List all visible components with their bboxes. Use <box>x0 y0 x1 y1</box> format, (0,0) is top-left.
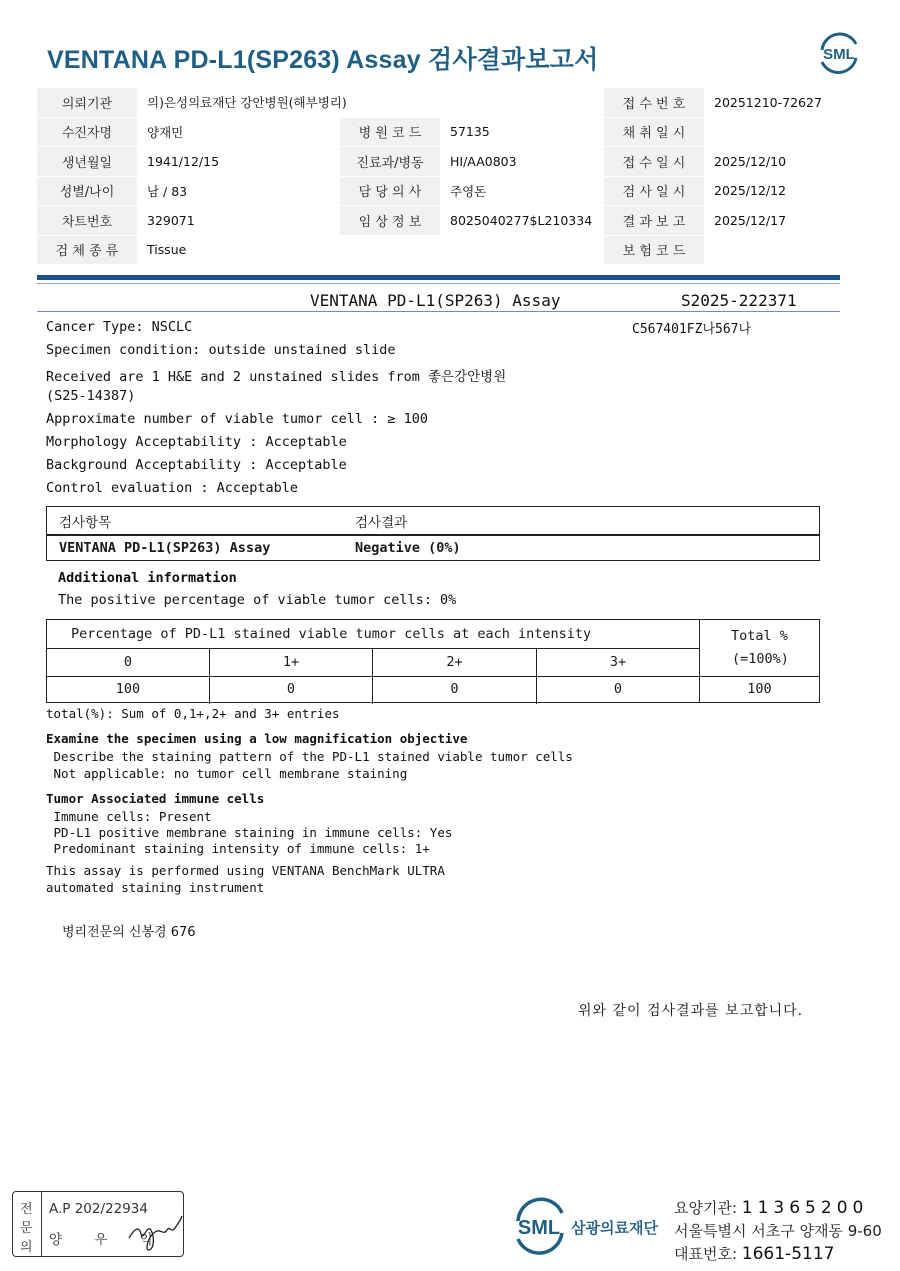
examine-line: Not applicable: no tumor cell membrane staining <box>46 766 408 781</box>
footer-phone-label: 대표번호: <box>674 1245 738 1263</box>
stamp-side-char: 전 <box>20 1202 33 1217</box>
info-value: 57135 <box>440 117 604 147</box>
info-row <box>37 147 863 177</box>
immune-line: Predominant staining intensity of immune cells: 1+ <box>46 841 430 856</box>
examine-line: Describe the staining pattern of the PD-L1 stained viable tumor cells <box>46 749 573 764</box>
info-key: 임 상 정 보 <box>340 206 440 236</box>
info-row <box>37 235 863 265</box>
intensity-level: 2+ <box>446 654 463 670</box>
info-row <box>37 88 863 117</box>
logo-text: SML <box>823 46 855 63</box>
stamp-name: 양 우 익 <box>49 1232 167 1248</box>
additional-text: The positive percentage of viable tumor cells: 0% <box>58 592 457 608</box>
report-line: Morphology Acceptability : Acceptable <box>46 434 347 450</box>
assay-line: automated staining instrument <box>46 880 265 895</box>
handwritten-signature-icon <box>125 1208 185 1252</box>
specialist-stamp <box>12 1191 184 1257</box>
report-heading: VENTANA PD-L1(SP263) Assay <box>310 291 561 310</box>
section-divider <box>37 275 840 280</box>
info-value: 주영돈 <box>440 176 604 206</box>
info-value <box>704 117 863 147</box>
result-value: Negative (0%) <box>355 540 461 556</box>
info-value: 남 / 83 <box>137 176 340 206</box>
info-key: 수진자명 <box>37 117 137 147</box>
footer-code-value: 11365200 <box>741 1198 869 1218</box>
report-line: Received are 1 H&E and 2 unstained slides from 좋은강안병원 <box>46 369 507 385</box>
info-value: 2025/12/12 <box>704 176 863 206</box>
intensity-value: 0 <box>450 681 459 697</box>
immune-title: Tumor Associated immune cells <box>46 791 265 806</box>
report-line: Control evaluation : Acceptable <box>46 480 298 496</box>
info-value: 329071 <box>137 206 340 236</box>
report-line: Background Acceptability : Acceptable <box>46 457 347 473</box>
footer-logo-text: SML <box>517 1217 561 1239</box>
info-key: 보 험 코 드 <box>604 235 704 265</box>
intensity-header: Percentage of PD-L1 stained viable tumor cells at each intensity <box>71 626 592 642</box>
info-value: 20251210-72627 <box>704 88 863 117</box>
footer-institution-code <box>674 1197 868 1218</box>
stamp-license: A.P 202/22934 <box>49 1201 148 1217</box>
info-value: 양재민 <box>137 117 340 147</box>
footer-phone-value: 1661-5117 <box>741 1244 835 1264</box>
section-divider-thin <box>37 283 840 284</box>
footer-code-label: 요양기관: <box>674 1199 738 1217</box>
info-key: 의뢰기관 <box>37 88 137 117</box>
sml-logo-icon <box>816 30 862 76</box>
info-key: 접 수 번 호 <box>604 88 704 117</box>
info-value: Tissue <box>137 235 604 265</box>
info-value: 1941/12/15 <box>137 147 340 177</box>
intensity-value: 100 <box>115 681 141 697</box>
pathologist-signature: 병리전문의 신봉경 676 <box>62 925 196 940</box>
report-line: Cancer Type: NSCLC <box>46 319 193 335</box>
info-row <box>37 117 863 147</box>
stamp-side-char: 의 <box>20 1240 33 1255</box>
report-line: Approximate number of viable tumor cell : ≥ 100 <box>46 411 429 427</box>
intensity-level: 3+ <box>609 654 627 670</box>
intensity-value: 0 <box>613 681 623 697</box>
info-key: 채 취 일 시 <box>604 117 704 147</box>
report-sub-code: C567401FZ나567나 <box>632 322 752 337</box>
info-key: 차트번호 <box>37 206 137 236</box>
closing-statement: 위와 같이 검사결과를 보고합니다. <box>578 1003 804 1019</box>
info-row <box>37 176 863 206</box>
total-subheader: (=100%) <box>732 651 789 667</box>
info-key: 접 수 일 시 <box>604 147 704 177</box>
examine-title: Examine the specimen using a low magnification objective <box>46 731 468 746</box>
patient-info-table <box>37 88 863 265</box>
info-key: 검 사 일 시 <box>604 176 704 206</box>
info-value: HI/AA0803 <box>440 147 604 177</box>
footer-address: 서울특별시 서초구 양재동 9-60 <box>674 1222 882 1240</box>
info-key: 성별/나이 <box>37 176 137 206</box>
immune-line: Immune cells: Present <box>46 809 212 824</box>
report-code: S2025-222371 <box>681 291 797 310</box>
additional-title: Additional information <box>58 570 237 586</box>
info-value: 2025/12/10 <box>704 147 863 177</box>
info-key: 진료과/병동 <box>340 147 440 177</box>
info-value: 2025/12/17 <box>704 206 863 236</box>
report-line: (S25-14387) <box>46 388 136 404</box>
info-key: 결 과 보 고 <box>604 206 704 236</box>
assay-line: This assay is performed using VENTANA BenchMark ULTRA <box>46 863 445 878</box>
info-value: 8025040277$L210334 <box>440 206 604 236</box>
report-line: Specimen condition: outside unstained slide <box>46 342 396 358</box>
info-key: 생년월일 <box>37 147 137 177</box>
info-key: 병 원 코 드 <box>340 117 440 147</box>
info-key: 담 당 의 사 <box>340 176 440 206</box>
result-header-result: 검사결과 <box>355 515 408 531</box>
footer-org-name: 삼광의료재단 <box>571 1219 658 1237</box>
heading-underline <box>37 311 840 312</box>
result-header-item: 검사항목 <box>59 515 112 531</box>
immune-line: PD-L1 positive membrane staining in immune cells: Yes <box>46 825 453 840</box>
stamp-side-char: 문 <box>20 1221 33 1236</box>
intensity-value: 0 <box>286 681 296 697</box>
total-header: Total % <box>731 628 788 644</box>
info-value <box>704 235 863 265</box>
intensity-total: 100 <box>747 681 772 697</box>
page-title: VENTANA PD-L1(SP263) Assay 검사결과보고서 <box>47 46 599 74</box>
result-item: VENTANA PD-L1(SP263) Assay <box>59 540 271 556</box>
info-key: 검 체 종 류 <box>37 235 137 265</box>
footer-phone <box>674 1243 834 1264</box>
intensity-table <box>46 619 820 703</box>
result-table <box>46 506 820 561</box>
intensity-level: 1+ <box>282 654 300 670</box>
intensity-level: 0 <box>123 654 133 670</box>
sml-footer-logo-icon <box>510 1197 570 1255</box>
total-note: total(%): Sum of 0,1+,2+ and 3+ entries <box>46 706 340 721</box>
info-value: 의)은성의료재단 강안병원(해부병리) <box>137 88 604 117</box>
info-row <box>37 206 863 236</box>
